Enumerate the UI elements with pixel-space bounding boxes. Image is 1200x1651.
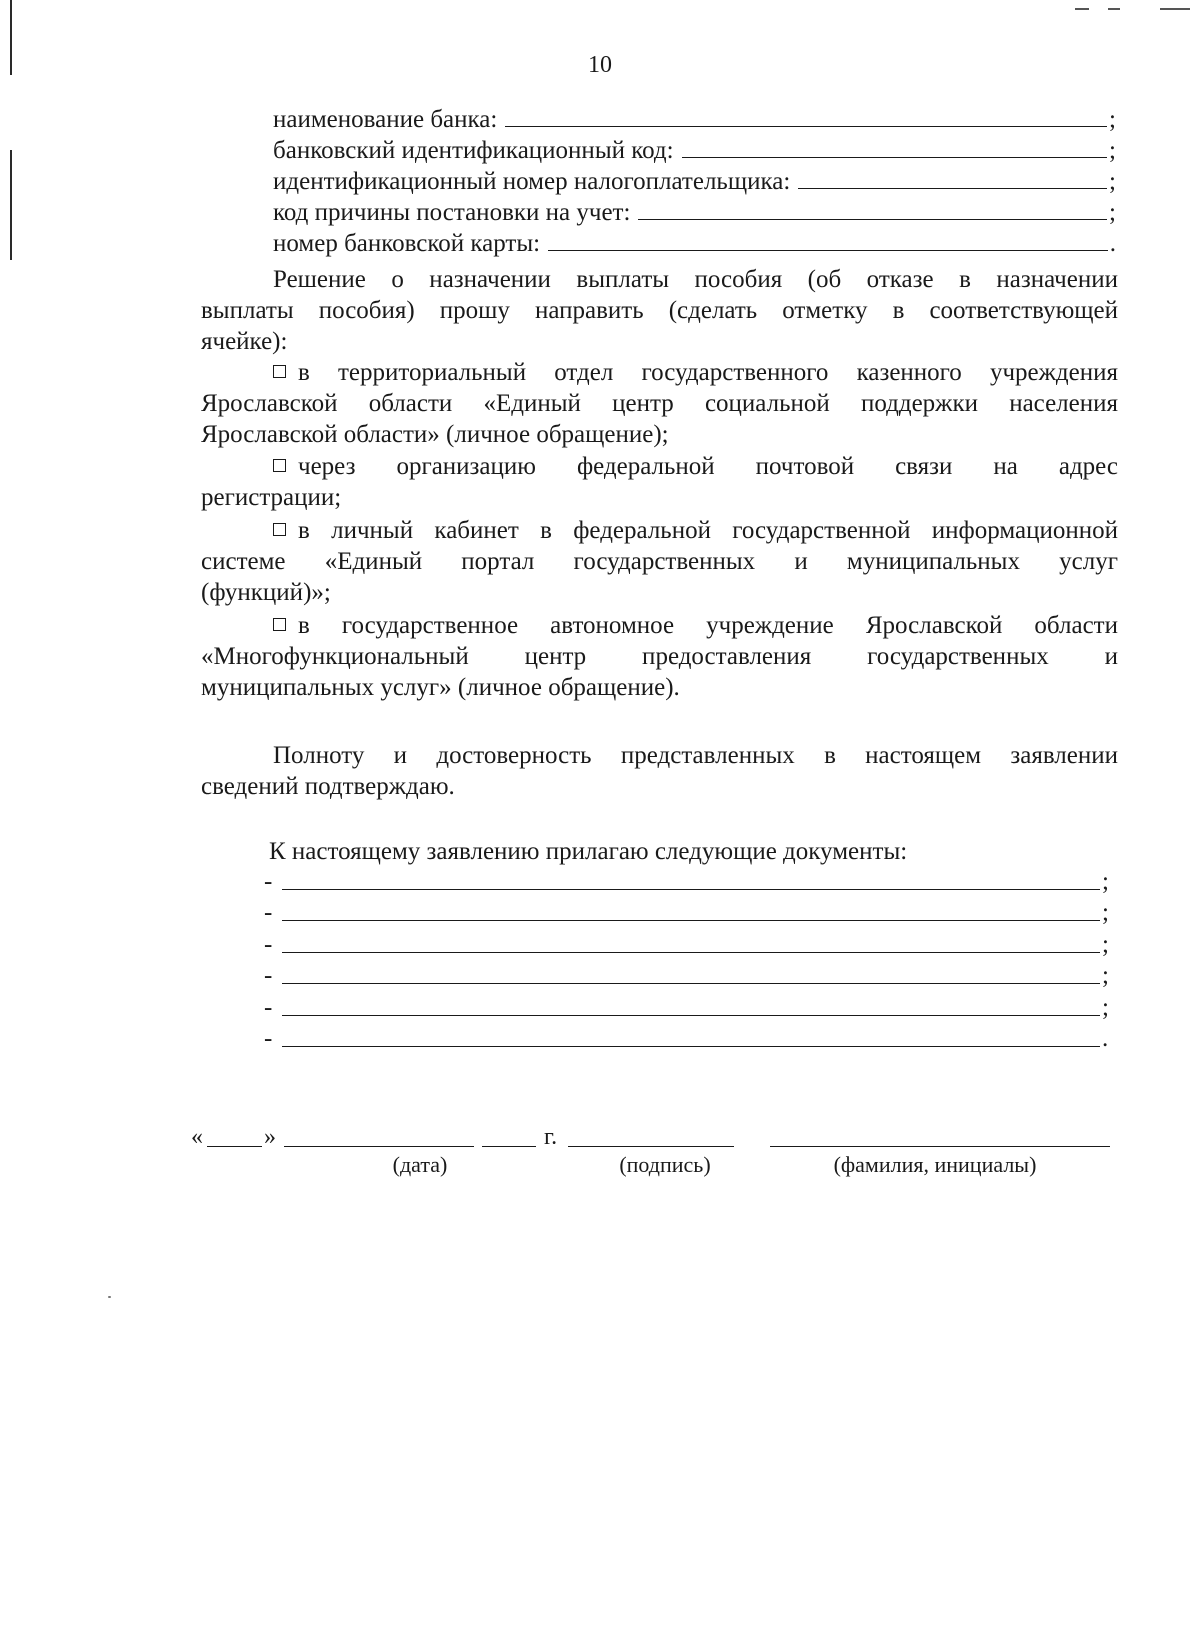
month-line bbox=[284, 1126, 474, 1147]
option-line: регистрации; bbox=[201, 484, 342, 511]
field-end: ; bbox=[1109, 199, 1116, 226]
field-end: . bbox=[1109, 230, 1116, 257]
signature-caption: (подпись) bbox=[619, 1152, 711, 1177]
attachment-row: - ; bbox=[264, 868, 1109, 895]
field-end: ; bbox=[1109, 137, 1116, 164]
paragraph-line: Полноту и достоверность представленных в настоящем заявлении bbox=[273, 742, 1118, 769]
field-label: номер банковской карты: bbox=[273, 230, 541, 257]
checkbox[interactable] bbox=[273, 523, 286, 536]
fill-line bbox=[282, 920, 1100, 921]
signature-line bbox=[568, 1126, 734, 1147]
attachment-row: - ; bbox=[264, 962, 1109, 989]
decision-paragraph bbox=[201, 264, 1118, 357]
fill-line bbox=[505, 104, 1107, 127]
fill-line bbox=[282, 952, 1100, 953]
field-end: ; bbox=[1109, 168, 1116, 195]
registration-reason-field bbox=[273, 197, 1116, 228]
confirmation-paragraph bbox=[201, 740, 1118, 802]
paragraph-line: сведений подтверждаю. bbox=[201, 773, 455, 800]
option-line: (функций)»; bbox=[201, 579, 331, 606]
fill-line bbox=[282, 889, 1100, 890]
option-line: муниципальных услуг» (личное обращение). bbox=[201, 674, 680, 701]
option-line: через организацию федеральной почтовой связи на адрес bbox=[201, 451, 1118, 482]
fill-line bbox=[638, 197, 1107, 220]
scan-dash-mark bbox=[1075, 8, 1089, 10]
day-line bbox=[207, 1126, 262, 1147]
option-line: в территориальный отдел государственного казенного учреждения bbox=[201, 357, 1118, 388]
option-line: «Многофункциональный центр предоставления государственных и bbox=[201, 643, 1118, 670]
paragraph-line: ячейке): bbox=[201, 328, 288, 355]
bank-bic-field bbox=[273, 135, 1116, 166]
fill-line bbox=[282, 1015, 1100, 1016]
date-open-quote: « bbox=[191, 1124, 203, 1150]
attachment-row: - ; bbox=[264, 994, 1109, 1021]
fill-line bbox=[798, 166, 1107, 189]
scan-dash-mark bbox=[1160, 8, 1190, 10]
paragraph-line: выплаты пособия) прошу направить (сделать отметку в соответствующей bbox=[201, 297, 1118, 324]
option-postal-service bbox=[201, 451, 1118, 513]
checkbox[interactable] bbox=[273, 365, 286, 378]
option-line: Ярославской области «Единый центр социальной поддержки населения bbox=[201, 390, 1118, 417]
checkbox[interactable] bbox=[273, 618, 286, 631]
fill-line bbox=[682, 135, 1107, 158]
scan-speck bbox=[108, 1296, 111, 1298]
name-caption: (фамилия, инициалы) bbox=[833, 1152, 1037, 1177]
option-gosuslugi-cabinet bbox=[201, 515, 1118, 608]
date-caption: (дата) bbox=[392, 1152, 448, 1177]
checkbox[interactable] bbox=[273, 459, 286, 472]
year-line bbox=[482, 1126, 536, 1147]
attachment-row: - ; bbox=[264, 931, 1109, 958]
taxpayer-id-field bbox=[273, 166, 1116, 197]
fill-line bbox=[548, 228, 1108, 251]
field-label: идентификационный номер налогоплательщика: bbox=[273, 168, 791, 195]
option-line: в личный кабинет в федеральной государственной информационной bbox=[201, 515, 1118, 546]
option-mfc bbox=[201, 610, 1118, 703]
field-label: код причины постановки на учет: bbox=[273, 199, 631, 226]
field-end: ; bbox=[1109, 106, 1116, 133]
date-close-quote: » bbox=[264, 1124, 276, 1150]
scan-edge-mark bbox=[10, 150, 12, 260]
attachment-row: - ; bbox=[264, 899, 1109, 926]
page-number: 10 bbox=[588, 52, 612, 78]
paragraph-line: Решение о назначении выплаты пособия (об отказе в назначении bbox=[273, 266, 1118, 293]
attachment-row: - . bbox=[264, 1025, 1109, 1052]
option-territorial-department bbox=[201, 357, 1118, 450]
fill-line bbox=[282, 1046, 1100, 1047]
year-suffix: г. bbox=[544, 1124, 558, 1150]
scan-dash-mark bbox=[1108, 8, 1120, 10]
field-label: наименование банка: bbox=[273, 106, 498, 133]
fill-line bbox=[282, 983, 1100, 984]
full-name-line bbox=[770, 1126, 1110, 1147]
attachments-intro: К настоящему заявлению прилагаю следующие документы: bbox=[269, 838, 908, 865]
field-label: банковский идентификационный код: bbox=[273, 137, 674, 164]
bank-name-field bbox=[273, 104, 1116, 135]
option-line: системе «Единый портал государственных и муниципальных услуг bbox=[201, 548, 1118, 575]
option-line: Ярославской области» (личное обращение); bbox=[201, 421, 669, 448]
option-line: в государственное автономное учреждение Ярославской области bbox=[201, 610, 1118, 641]
card-number-field bbox=[273, 228, 1116, 259]
